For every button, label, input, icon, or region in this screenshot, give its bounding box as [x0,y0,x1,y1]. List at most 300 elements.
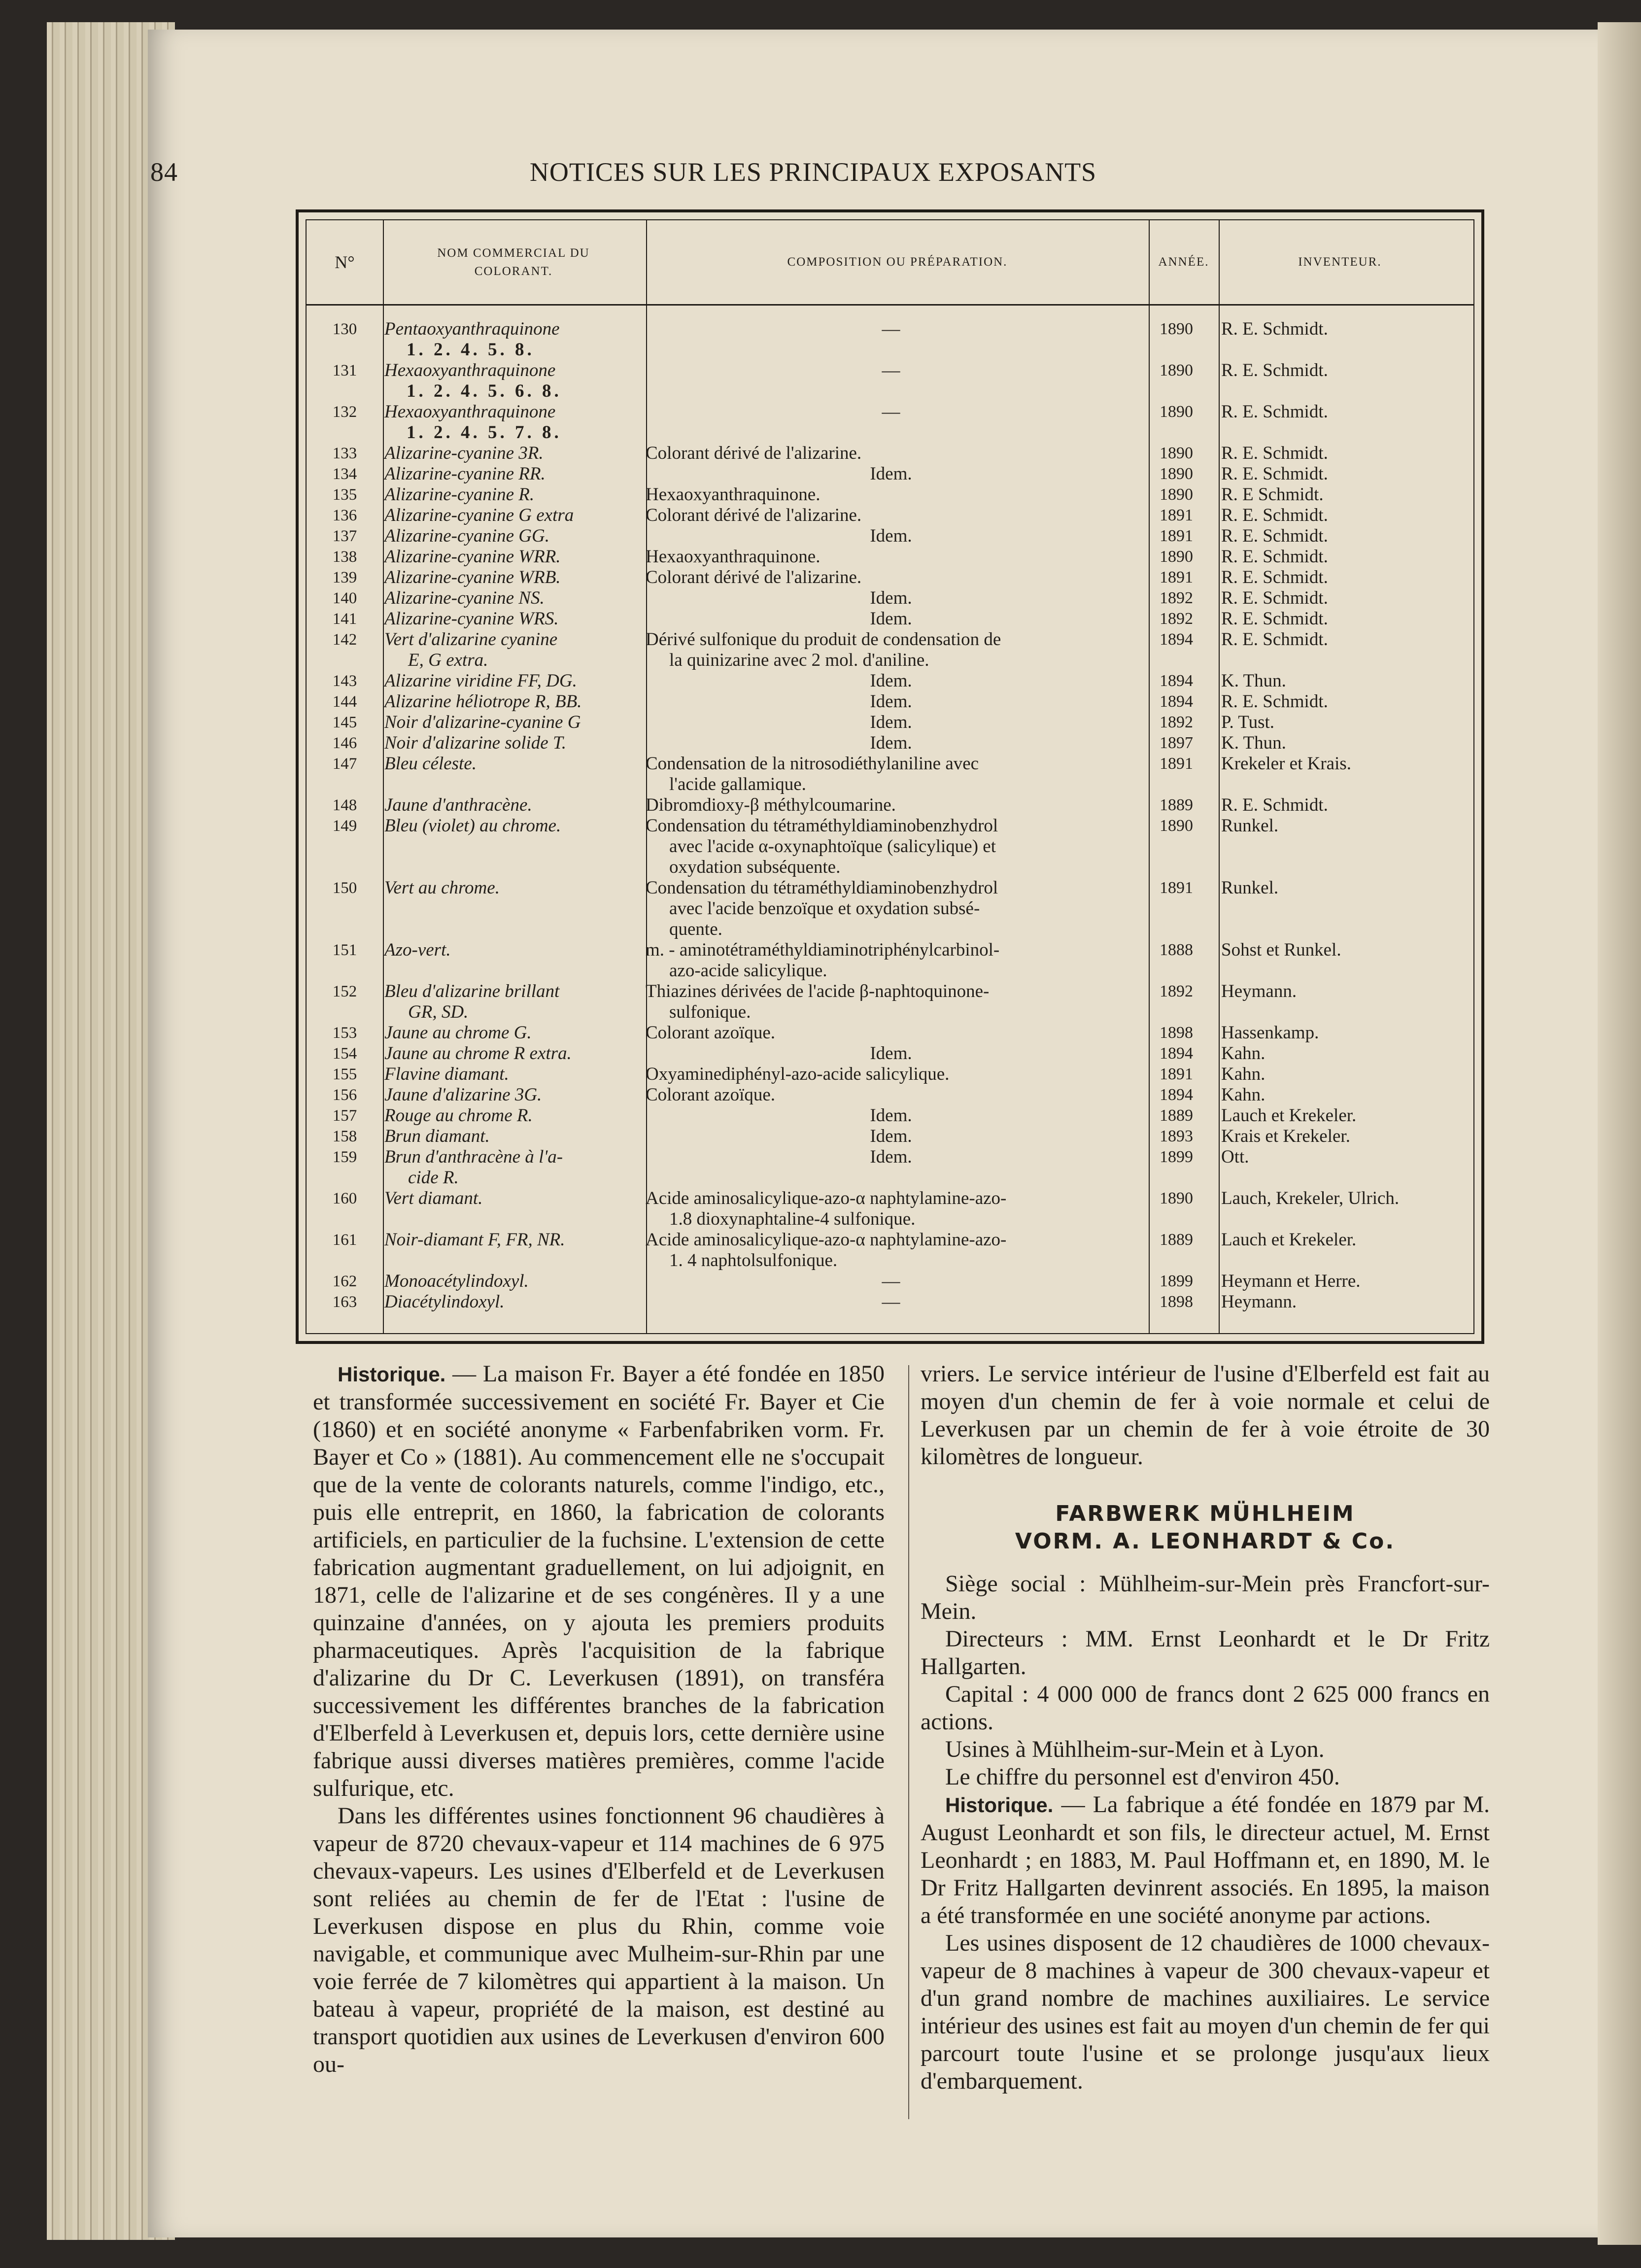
cell-composition [639,712,1141,733]
dye-name-text: Vert diamant. [384,1188,483,1208]
cell-number: 161 [332,1231,357,1249]
composition-text: Idem. [870,1147,912,1167]
cell-year: 1893 [1160,1127,1193,1145]
section-heading-line1: FARBWERK MÜHLHEIM [1055,1501,1355,1526]
composition-text: Colorant dérivé de l'alizarine. [646,505,862,525]
cell-number: 135 [332,486,357,504]
composition-text: — [882,319,900,339]
cell-year: 1897 [1160,734,1193,752]
dye-name-text: Pentaoxyanthraquinone [384,319,560,339]
composition-text: Condensation de la nitrosodiéthylaniline avec [646,754,979,774]
cell-year: 1890 [1160,485,1193,504]
table-row [307,878,1473,940]
page-number: 84 [150,157,178,187]
table-row [307,567,1473,588]
table-row [307,526,1473,547]
cell-year: 1890 [1160,444,1193,462]
cell-inventor: R. E. Schmidt. [1221,691,1328,712]
cell-inventor: K. Thun. [1221,733,1286,753]
dye-name-text: Bleu céleste. [384,754,477,774]
dye-name-text: Hexaoxyanthraquinone [384,402,556,422]
cell-number: 153 [332,1024,357,1042]
cell-year: 1890 [1160,361,1193,379]
cell-inventor: R. E. Schmidt. [1221,464,1328,484]
cell-number: 149 [332,817,357,835]
cell-dye-name [376,526,639,547]
cell-dye-name [376,1147,639,1188]
dye-name-text: Noir d'alizarine-cyanine G [384,712,581,732]
historique-text: — La fabrique a été fondée en 1879 par M. August Leonhardt et son fils, le directeur actuel, M. Ernst Leonhardt ; en 1883, M. Paul Hoffmann et, en 1890, M. le Dr Fritz Hallgarten devinrent associés. En 1895, la maison a été transformée en une société anonyme par actions. [921,1791,1490,1928]
dye-name-continuation: GR, SD. [408,1002,469,1022]
cell-inventor: R. E Schmidt. [1221,484,1324,505]
cell-dye-name [376,629,639,671]
cell-composition [639,981,1141,1023]
dye-table [296,209,1484,1344]
cell-composition [639,795,1141,816]
cell-number: 159 [332,1148,357,1166]
cell-year: 1890 [1160,1189,1193,1207]
cell-composition [639,878,1141,940]
composition-text: Idem. [870,671,912,691]
cell-dye-name [376,733,639,754]
cell-dye-name [376,981,639,1023]
cell-dye-name [376,712,639,733]
cell-dye-name [376,505,639,526]
cell-dye-name [376,443,639,464]
cell-year: 1890 [1160,403,1193,421]
cell-year: 1891 [1160,527,1193,545]
table-row [307,402,1473,443]
composition-text: Hexaoxyanthraquinone. [646,484,820,505]
cell-inventor: Krais et Krekeler. [1221,1126,1350,1146]
table-row [307,1064,1473,1085]
cell-year: 1898 [1160,1293,1193,1311]
composition-continuation: avec l'acide benzoïque et oxydation subsé- [669,898,980,919]
table-row [307,1085,1473,1105]
cell-number: 150 [332,879,357,897]
composition-text: Colorant azoïque. [646,1085,776,1105]
cell-composition [639,1230,1141,1271]
cell-number: 145 [332,714,357,731]
paragraph-continuation: vriers. Le service intérieur de l'usine d'Elberfeld est fait au moyen d'un chemin de fer à voie normale et celui de Leverkusen par un chemin de fer à voie étroite de 30 kilomètres de longueur. [921,1361,1490,1470]
composition-text: Hexaoxyanthraquinone. [646,547,820,567]
dye-name-text: Noir-diamant F, FR, NR. [384,1230,565,1250]
cell-inventor: R. E. Schmidt. [1221,526,1328,546]
column-divider [908,1365,909,2119]
header-no: N° [335,252,355,272]
cell-year: 1890 [1160,548,1193,566]
cell-composition [639,1147,1141,1188]
running-head [150,157,1476,196]
dye-name-text: Jaune d'alizarine 3G. [384,1085,542,1105]
cell-composition [639,671,1141,691]
table-row [307,1126,1473,1147]
cell-number: 139 [332,569,357,586]
composition-text: Idem. [870,1043,912,1064]
dye-name-continuation: cide R. [408,1168,459,1188]
composition-text: — [882,1292,900,1312]
cell-dye-name [376,1292,639,1312]
right-column [921,1360,1490,2095]
paragraph-historique-bayer [313,1360,885,1802]
cell-composition [639,754,1141,795]
dye-name-text: Alizarine-cyanine 3R. [384,443,544,463]
dye-name-text: Brun d'anthracène à l'a- [384,1147,563,1167]
header-name: NOM COMMERCIAL DU COLORANT. [437,246,590,278]
table-row [307,464,1473,484]
table-row [307,547,1473,567]
cell-inventor: R. E. Schmidt. [1221,547,1328,567]
cell-number: 133 [332,445,357,462]
dye-name-text: Vert au chrome. [384,878,500,898]
dye-name-text: Bleu (violet) au chrome. [384,816,561,836]
table-row [307,484,1473,505]
cell-inventor: R. E. Schmidt. [1221,443,1328,463]
dye-name-text: Alizarine-cyanine RR. [384,464,546,484]
paragraph-personnel: Le chiffre du personnel est d'environ 450. [945,1764,1340,1790]
cell-year: 1894 [1160,1086,1193,1104]
composition-text: Idem. [870,588,912,608]
cell-dye-name [376,547,639,567]
cell-year: 1890 [1160,817,1193,835]
cell-composition [639,1126,1141,1147]
dye-name-text: Alizarine héliotrope R, BB. [384,691,582,712]
composition-text: Condensation du tétraméthyldiaminobenzhydrol [646,816,998,836]
running-title: NOTICES SUR LES PRINCIPAUX EXPOSANTS [529,157,1097,187]
cell-composition [639,816,1141,878]
dye-name-text: Flavine diamant. [384,1064,509,1084]
cell-year: 1894 [1160,630,1193,649]
header-year: ANNÉE. [1158,255,1209,269]
cell-number: 158 [332,1128,357,1145]
cell-year: 1891 [1160,568,1193,586]
table-row [307,1105,1473,1126]
cell-number: 157 [332,1107,357,1125]
cell-composition [639,1023,1141,1043]
composition-text: Dibromdioxy-β méthylcoumarine. [646,795,896,815]
cell-number: 137 [332,527,357,545]
cell-number: 132 [332,403,357,421]
cell-composition [639,319,1141,360]
composition-text: Condensation du tétraméthyldiaminobenzhydrol [646,878,998,898]
cell-inventor: Ott. [1221,1147,1249,1167]
cell-inventor: Heymann. [1221,981,1297,1001]
composition-text: Colorant dérivé de l'alizarine. [646,567,862,587]
table-row [307,1147,1473,1188]
cell-year: 1899 [1160,1272,1193,1290]
cell-year: 1889 [1160,796,1193,814]
paragraph-capital: Capital : 4 000 000 de francs dont 2 625 000 francs en actions. [921,1681,1490,1735]
table-row [307,319,1473,360]
cell-inventor: Lauch et Krekeler. [1221,1105,1357,1126]
cell-composition [639,443,1141,464]
dye-name-text: Alizarine viridine FF, DG. [384,671,577,691]
cell-year: 1892 [1160,610,1193,628]
cell-dye-name [376,1271,639,1292]
composition-continuation: oxydation subséquente. [669,857,841,877]
cell-year: 1892 [1160,982,1193,1000]
cell-year: 1889 [1160,1106,1193,1125]
cell-dye-name [376,1188,639,1230]
cell-composition [639,588,1141,609]
section-heading-line2: VORM. A. LEONHARDT & Co. [1015,1529,1396,1554]
table-row [307,691,1473,712]
table-row [307,609,1473,629]
paragraph-usines-bayer: Dans les différentes usines fonctionnent 96 chaudières à vapeur de 8720 chevaux-vapeur et 114 machines de 6 975 chevaux-vapeurs. Les usines d'Elberfeld et de Leverkusen sont reliées au chemin de fer de l'Etat : l'usine de Leverkusen dispose en plus du Rhin, comme voie navigable, et communique avec Mulheim-sur-Rhin par une voie ferrée de 7 kilomètres qui appartient à la maison. Un bateau à vapeur, propriété de la maison, est destiné au transport quotidien aux usines de Leverkusen d'environ 600 ou- [313,1803,885,2077]
composition-text: Idem. [870,1126,912,1146]
table-row [307,981,1473,1023]
dye-name-text: Jaune d'anthracène. [384,795,532,815]
cell-inventor: Kahn. [1221,1064,1265,1084]
dye-name-text: Azo-vert. [384,940,451,960]
cell-year: 1898 [1160,1024,1193,1042]
cell-dye-name [376,484,639,505]
table-row [307,588,1473,609]
cell-number: 142 [332,631,357,649]
cell-composition [639,629,1141,671]
cell-inventor: Runkel. [1221,816,1279,836]
dye-isomer-positions: 1. 2. 4. 5. 6. 8. [407,381,562,401]
cell-inventor: R. E. Schmidt. [1221,567,1328,587]
dye-name-text: Rouge au chrome R. [384,1105,533,1126]
table-row [307,1188,1473,1230]
cell-dye-name [376,1105,639,1126]
cell-composition [639,1105,1141,1126]
cell-number: 134 [332,465,357,483]
cell-inventor: R. E. Schmidt. [1221,505,1328,525]
cell-composition [639,733,1141,754]
paragraph-usines: Usines à Mühlheim-sur-Mein et à Lyon. [945,1736,1325,1762]
cell-inventor: P. Tust. [1221,712,1275,732]
dye-table-frame [306,219,1474,1334]
cell-dye-name [376,816,639,878]
dye-name-text: Alizarine-cyanine WRB. [384,567,561,587]
cell-composition [639,609,1141,629]
cell-number: 146 [332,734,357,752]
cell-inventor: Kahn. [1221,1043,1265,1064]
composition-continuation: quente. [669,919,722,939]
cell-composition [639,940,1141,981]
dye-name-text: Vert d'alizarine cyanine [384,629,558,650]
cell-dye-name [376,1085,639,1105]
cell-year: 1891 [1160,755,1193,773]
cell-inventor: R. E. Schmidt. [1221,360,1328,380]
cell-number: 130 [332,320,357,338]
composition-text: m. - aminotétraméthyldiaminotriphénylcarbinol- [646,940,1000,960]
composition-text: Oxyaminediphényl-azo-acide salicylique. [646,1064,950,1084]
table-row [307,1230,1473,1271]
composition-continuation: 1. 4 naphtolsulfonique. [669,1250,838,1271]
cell-number: 143 [332,672,357,690]
composition-text: Acide aminosalicylique-azo-α naphtylamine-azo- [646,1230,1007,1250]
cell-inventor: R. E. Schmidt. [1221,629,1328,650]
cell-year: 1892 [1160,713,1193,731]
dye-name-text: Jaune au chrome G. [384,1023,532,1043]
cell-inventor: K. Thun. [1221,671,1286,691]
cell-number: 162 [332,1272,357,1290]
header-inventor: INVENTEUR. [1298,255,1382,269]
dye-name-text: Alizarine-cyanine WRR. [384,547,561,567]
cell-number: 147 [332,755,357,773]
cell-year: 1899 [1160,1148,1193,1166]
cell-year: 1888 [1160,941,1193,959]
cell-dye-name [376,588,639,609]
cell-inventor: R. E. Schmidt. [1221,588,1328,608]
cell-inventor: Krekeler et Krais. [1221,754,1352,774]
composition-text: Colorant azoïque. [646,1023,776,1043]
cell-composition [639,1292,1141,1312]
composition-text: Idem. [870,733,912,753]
cell-dye-name [376,1023,639,1043]
cell-dye-name [376,878,639,940]
dye-name-continuation: E, G extra. [408,650,488,670]
table-row [307,443,1473,464]
dye-name-text: Alizarine-cyanine NS. [384,588,545,608]
cell-composition [639,1188,1141,1230]
cell-dye-name [376,671,639,691]
paragraph-historique-leonhardt [921,1791,1490,1929]
composition-text: Idem. [870,691,912,712]
dye-isomer-positions: 1. 2. 4. 5. 7. 8. [407,422,562,443]
left-column [313,1360,885,2078]
dye-name-text: Noir d'alizarine solide T. [384,733,567,753]
composition-continuation: azo-acide salicylique. [669,961,827,981]
cell-composition [639,360,1141,402]
cell-inventor: R. E. Schmidt. [1221,319,1328,339]
composition-text: Acide aminosalicylique-azo-α naphtylamine-azo- [646,1188,1007,1208]
dye-name-text: Hexaoxyanthraquinone [384,360,556,380]
book-page-edge-right [1598,22,1641,2245]
historique-label: Historique. [338,1363,446,1386]
cell-composition [639,526,1141,547]
cell-dye-name [376,940,639,981]
cell-number: 136 [332,507,357,524]
composition-continuation: sulfonique. [669,1002,751,1022]
table-row [307,1292,1473,1312]
cell-inventor: R. E. Schmidt. [1221,402,1328,422]
cell-composition [639,1043,1141,1064]
composition-text: Idem. [870,526,912,546]
composition-text: Idem. [870,609,912,629]
cell-composition [639,505,1141,526]
composition-text: — [882,402,900,422]
table-row [307,1271,1473,1292]
dye-name-text: Alizarine-cyanine WRS. [384,609,559,629]
table-body [307,319,1473,1312]
cell-inventor: Sohst et Runkel. [1221,940,1341,960]
composition-text: Idem. [870,464,912,484]
dye-name-text: Bleu d'alizarine brillant [384,981,560,1001]
dye-name-text: Alizarine-cyanine G extra [384,505,574,525]
dye-name-text: Diacétylindoxyl. [384,1292,505,1312]
cell-dye-name [376,319,639,360]
cell-composition [639,691,1141,712]
cell-dye-name [376,795,639,816]
cell-year: 1894 [1160,1044,1193,1063]
cell-dye-name [376,464,639,484]
cell-composition [639,484,1141,505]
composition-text: — [882,1271,900,1291]
cell-composition [639,402,1141,443]
cell-year: 1891 [1160,879,1193,897]
cell-inventor: Runkel. [1221,878,1279,898]
composition-text: Dérivé sulfonique du produit de condensation de [646,629,1001,650]
dye-name-text: Jaune au chrome R extra. [384,1043,572,1064]
cell-composition [639,1085,1141,1105]
cell-composition [639,1064,1141,1085]
cell-inventor: Lauch et Krekeler. [1221,1230,1357,1250]
cell-dye-name [376,567,639,588]
cell-number: 155 [332,1065,357,1083]
cell-number: 131 [332,362,357,379]
header-rule [307,304,1473,306]
cell-inventor: R. E. Schmidt. [1221,609,1328,629]
cell-year: 1894 [1160,692,1193,711]
header-composition: COMPOSITION OU PRÉPARATION. [787,255,1008,269]
table-row [307,1023,1473,1043]
table-row [307,505,1473,526]
cell-number: 160 [332,1190,357,1207]
cell-dye-name [376,402,639,443]
cell-number: 144 [332,693,357,711]
composition-continuation: 1.8 dioxynaphtaline-4 sulfonique. [669,1209,916,1229]
cell-dye-name [376,1043,639,1064]
section-heading [921,1500,1490,1555]
composition-text: Idem. [870,1105,912,1126]
table-row [307,733,1473,754]
paragraph-siege: Siège social : Mühlheim-sur-Mein près Francfort-sur-Mein. [921,1571,1490,1624]
table-row [307,360,1473,402]
table-row [307,754,1473,795]
composition-text: Idem. [870,712,912,732]
table-row [307,629,1473,671]
cell-year: 1892 [1160,589,1193,607]
cell-year: 1891 [1160,506,1193,524]
cell-inventor: R. E. Schmidt. [1221,795,1328,815]
cell-number: 163 [332,1293,357,1311]
table-row [307,1043,1473,1064]
composition-continuation: la quinizarine avec 2 mol. d'aniline. [669,650,929,670]
cell-inventor: Kahn. [1221,1085,1265,1105]
cell-year: 1891 [1160,1065,1193,1083]
cell-year: 1894 [1160,672,1193,690]
composition-text: Colorant dérivé de l'alizarine. [646,443,862,463]
table-row [307,816,1473,878]
cell-number: 138 [332,548,357,566]
cell-number: 154 [332,1045,357,1063]
cell-year: 1889 [1160,1231,1193,1249]
dye-name-text: Alizarine-cyanine R. [384,484,535,505]
composition-text: Thiazines dérivées de l'acide β-naphtoquinone- [646,981,990,1001]
cell-dye-name [376,1126,639,1147]
cell-composition [639,464,1141,484]
dye-isomer-positions: 1. 2. 4. 5. 8. [407,340,535,360]
cell-inventor: Heymann. [1221,1292,1297,1312]
historique-text: — La maison Fr. Bayer a été fondée en 1850 et transformée successivement en société Fr. Bayer et Cie (1860) et en société anonyme « Farbenfabriken vorm. Fr. Bayer et Co » (1881). Au commencement elle ne s'occupait que de la vente de colorants naturels, comme l'indigo, etc., puis elle entreprit, en 1860, la fabrication de colorants artificiels, en particulier de la fuchsine. L'extension de cette fabrication augmentant graduellement, on lui adjoignit, en 1871, celle de l'alizarine et de ses congénères. Il y a une quinzaine d'années, on y ajouta les premiers produits pharmaceutiques. Après l'acquisition de la fabrique d'alizarine du Dr C. Leverkusen (1891), on transféra successivement les différentes branches de la fabrication d'Elberfeld à Leverkusen et, depuis lors, cette dernière usine fabrique aussi diverses matières premières, comme l'acide sulfurique, etc. [313,1361,885,1801]
cell-number: 156 [332,1086,357,1104]
cell-number: 141 [332,610,357,628]
dye-name-text: Alizarine-cyanine GG. [384,526,549,546]
dye-name-text: Monoacétylindoxyl. [384,1271,529,1291]
cell-dye-name [376,691,639,712]
historique-label: Historique. [945,1793,1054,1817]
table-row [307,712,1473,733]
table-row [307,795,1473,816]
cell-year: 1890 [1160,465,1193,483]
cell-composition [639,1271,1141,1292]
cell-dye-name [376,1230,639,1271]
cell-composition [639,547,1141,567]
